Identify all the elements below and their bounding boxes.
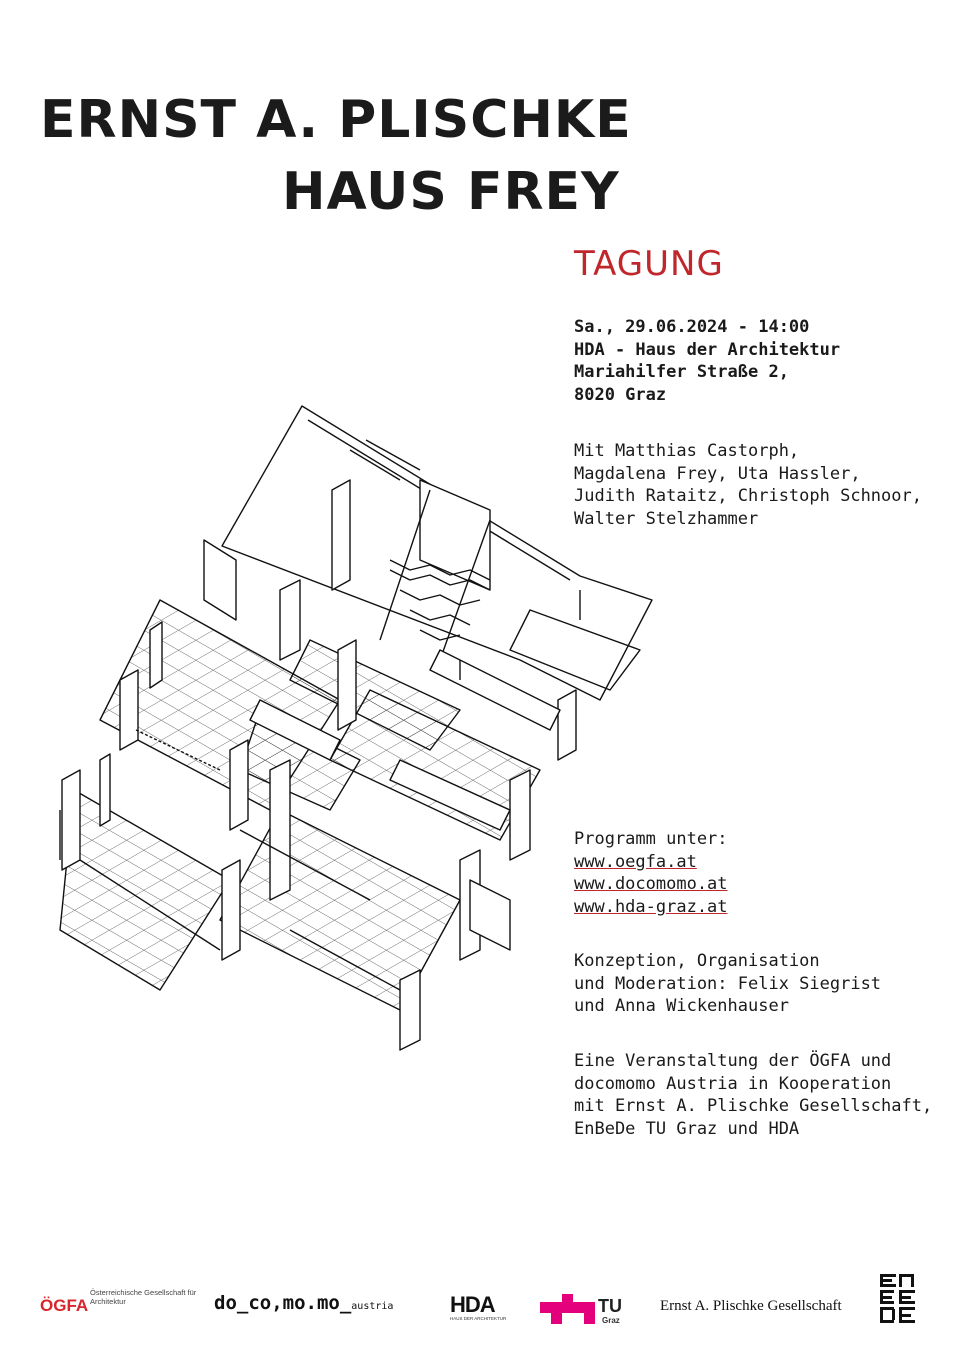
- hda-logo-mark: HDA: [450, 1292, 495, 1317]
- event-type-heading: TAGUNG: [574, 244, 724, 284]
- docomomo-logo: [214, 1292, 393, 1314]
- tu-logo-subtitle: Graz: [602, 1316, 620, 1325]
- hda-logo-subtitle: HAUS DER ARCHITEKTUR: [450, 1316, 507, 1321]
- oegfa-logo-subtitle: Österreichische Gesellschaft für Architektur: [90, 1288, 197, 1306]
- hda-logo: [450, 1294, 506, 1321]
- concept-line: Konzeption, Organisation: [574, 951, 820, 971]
- link-docomomo[interactable]: www.docomomo.at: [574, 874, 728, 894]
- docomomo-logo-subtitle: austria: [351, 1301, 394, 1312]
- speakers-line: Judith Rataitz, Christoph Schnoor,: [574, 486, 922, 506]
- speakers-line: Mit Matthias Castorph,: [574, 441, 800, 461]
- organizer-line: docomomo Austria in Kooperation: [574, 1073, 892, 1094]
- enbede-logo: [880, 1274, 916, 1330]
- tu-graz-pixel-icon: [540, 1294, 598, 1328]
- link-oegfa[interactable]: www.oegfa.at: [574, 851, 697, 872]
- title-line-house: HAUS FREY: [282, 162, 620, 222]
- tu-graz-logo: [540, 1294, 622, 1332]
- oegfa-logo-mark: ÖGFA: [40, 1296, 89, 1315]
- partner-logos-footer: [0, 1270, 960, 1340]
- plischke-society-logo: Ernst A. Plischke Gesellschaft: [660, 1298, 842, 1314]
- enbede-pixel-icon: [880, 1274, 916, 1326]
- event-street: Mariahilfer Straße 2,: [574, 362, 789, 382]
- program-label: Programm unter:: [574, 829, 728, 849]
- speakers-line: Walter Stelzhammer: [574, 508, 759, 529]
- event-city: 8020 Graz: [574, 384, 667, 405]
- axonometric-floor-plan-drawing: [40, 390, 680, 1070]
- event-venue: HDA - Haus der Architektur: [574, 339, 841, 360]
- organizer-line: EnBeDe TU Graz und HDA: [574, 1118, 800, 1139]
- organizer-line: mit Ernst A. Plischke Gesellschaft,: [574, 1096, 933, 1116]
- speakers-line: Magdalena Frey, Uta Hassler,: [574, 463, 861, 484]
- title-line-architect: ERNST A. PLISCHKE: [40, 90, 632, 150]
- docomomo-logo-mark: do_co,mo.mo_: [214, 1292, 352, 1314]
- concept-line: und Moderation: Felix Siegrist: [574, 973, 882, 994]
- tu-logo-mark: TU: [598, 1296, 622, 1316]
- organizer-line: Eine Veranstaltung der ÖGFA und: [574, 1051, 892, 1071]
- event-datetime: Sa., 29.06.2024 - 14:00: [574, 317, 810, 337]
- concept-line: und Anna Wickenhauser: [574, 996, 789, 1016]
- link-hda-graz[interactable]: www.hda-graz.at: [574, 896, 728, 917]
